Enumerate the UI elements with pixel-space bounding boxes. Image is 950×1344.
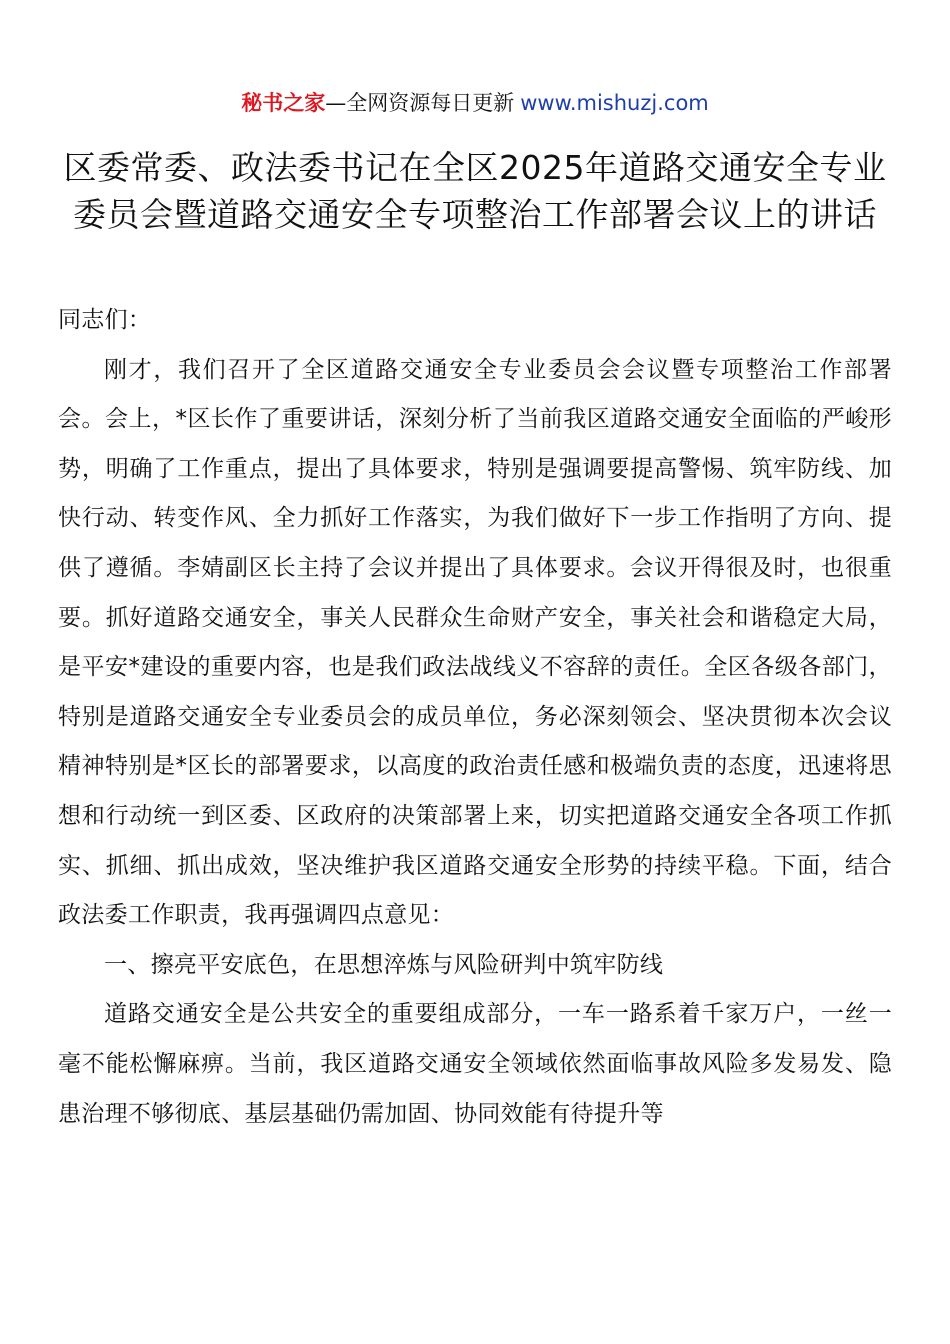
paragraph-intro: 刚才，我们召开了全区道路交通安全专业委员会会议暨专项整治工作部署会。会上，*区长作了重要讲话，深刻分析了当前我区道路交通安全面临的严峻形势，明确了工作重点，提出了具体要求，特别是强调要提高警惕、筑牢防线、加快行动、转变作风、全力抓好工作落实，为我们做好下一步工作指明了方向、提供了遵循。李婧副区长主持了会议并提出了具体要求。会议开得很及时，也很重要。抓好道路交通安全，事关人民群众生命财产安全，事关社会和谐稳定大局，是平安*建设的重要内容，也是我们政法战线义不容辞的责任。全区各级各部门，特别是道路交通安全专业委员会的成员单位，务必深刻领会、坚决贯彻本次会议精神特别是*区长的部署要求，以高度的政治责任感和极端负责的态度，迅速将思想和行动统一到区委、区政府的决策部署上来，切实把道路交通安全各项工作抓实、抓细、抓出成效，坚决维护我区道路交通安全形势的持续平稳。下面，结合政法委工作职责，我再强调四点意见： — [58, 356, 892, 929]
document-body — [58, 296, 892, 1139]
paragraph-section-1: 道路交通安全是公共安全的重要组成部分，一车一路系着千家万户，一丝一毫不能松懈麻痹。当前，我区道路交通安全领域依然面临事故风险多发易发、隐患治理不够彻底、基层基础仍需加固、协同效能有待提升等 — [58, 1001, 892, 1127]
section-heading-1: 一、擦亮平安底色，在思想淬炼与风险研判中筑牢防线 — [104, 951, 664, 978]
salutation: 同志们： — [58, 307, 152, 333]
site-url-link[interactable]: www.mishuzj.com — [520, 91, 709, 115]
site-header — [0, 86, 950, 120]
site-brand: 秘书之家 — [241, 91, 326, 115]
site-tagline: —全网资源每日更新 — [325, 91, 515, 115]
document-title: 区委常委、政法委书记在全区2025年道路交通安全专业委员会暨道路交通安全专项整治工作部署会议上的讲话 — [63, 148, 887, 234]
